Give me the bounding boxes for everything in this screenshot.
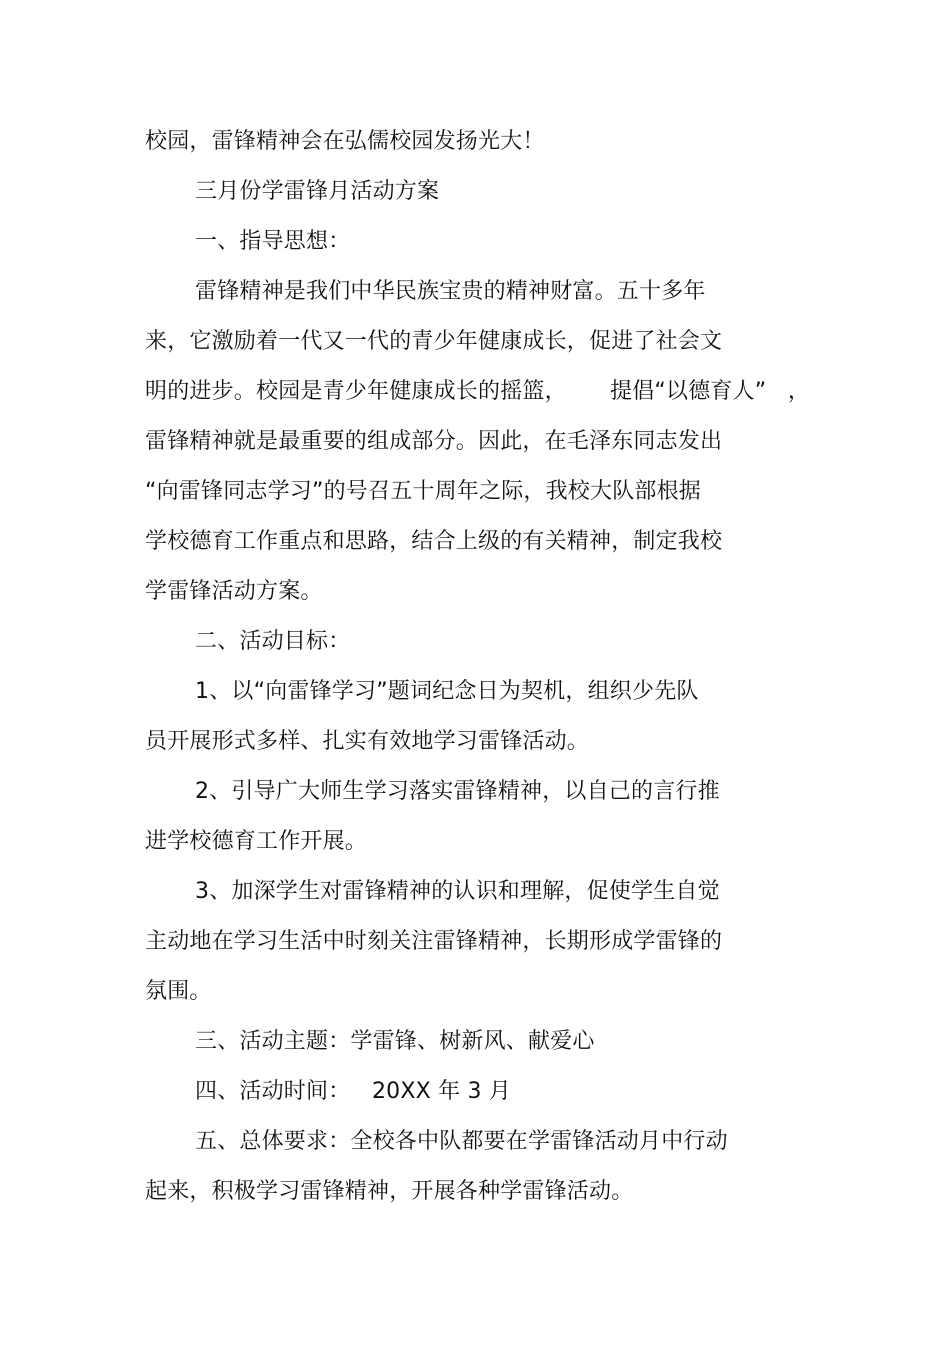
text-line: 氛围。 bbox=[145, 979, 212, 1004]
section-heading: 五、总体要求：全校各中队都要在学雷锋活动月中行动 bbox=[195, 1129, 728, 1154]
text-line: 1、以“向雷锋学习”题词纪念日为契机，组织少先队 bbox=[195, 679, 699, 704]
text-line: 明的进步。校园是青少年健康成长的摇篮， 提倡“以德育人” ， bbox=[145, 379, 811, 404]
section-heading: 二、活动目标： bbox=[195, 629, 351, 654]
text-line: 学雷锋活动方案。 bbox=[145, 579, 323, 604]
text-line: 雷锋精神就是最重要的组成部分。因此，在毛泽东同志发出 bbox=[145, 429, 723, 454]
text-line: 2、引导广大师生学习落实雷锋精神，以自己的言行推 bbox=[195, 779, 720, 804]
text-line: “向雷锋同志学习”的号召五十周年之际，我校大队部根据 bbox=[145, 479, 701, 504]
text-line: 来，它激励着一代又一代的青少年健康成长，促进了社会文 bbox=[145, 329, 723, 354]
section-heading: 三、活动主题：学雷锋、树新风、献爱心 bbox=[195, 1029, 595, 1054]
section-heading: 一、指导思想： bbox=[195, 229, 351, 254]
text-line: 校园，雷锋精神会在弘儒校园发扬光大！ bbox=[145, 129, 545, 154]
text-line: 进学校德育工作开展。 bbox=[145, 829, 368, 854]
text-line: 主动地在学习生活中时刻关注雷锋精神，长期形成学雷锋的 bbox=[145, 929, 723, 954]
text-line: 员开展形式多样、扎实有效地学习雷锋活动。 bbox=[145, 729, 590, 754]
section-heading: 四、活动时间： 20XX 年 3 月 bbox=[195, 1079, 512, 1104]
text-line: 起来，积极学习雷锋精神，开展各种学雷锋活动。 bbox=[145, 1179, 634, 1204]
text-line: 雷锋精神是我们中华民族宝贵的精神财富。五十多年 bbox=[195, 279, 706, 304]
plan-title: 三月份学雷锋月活动方案 bbox=[195, 179, 440, 204]
text-line: 学校德育工作重点和思路，结合上级的有关精神，制定我校 bbox=[145, 529, 723, 554]
text-line: 3、加深学生对雷锋精神的认识和理解，促使学生自觉 bbox=[195, 879, 720, 904]
